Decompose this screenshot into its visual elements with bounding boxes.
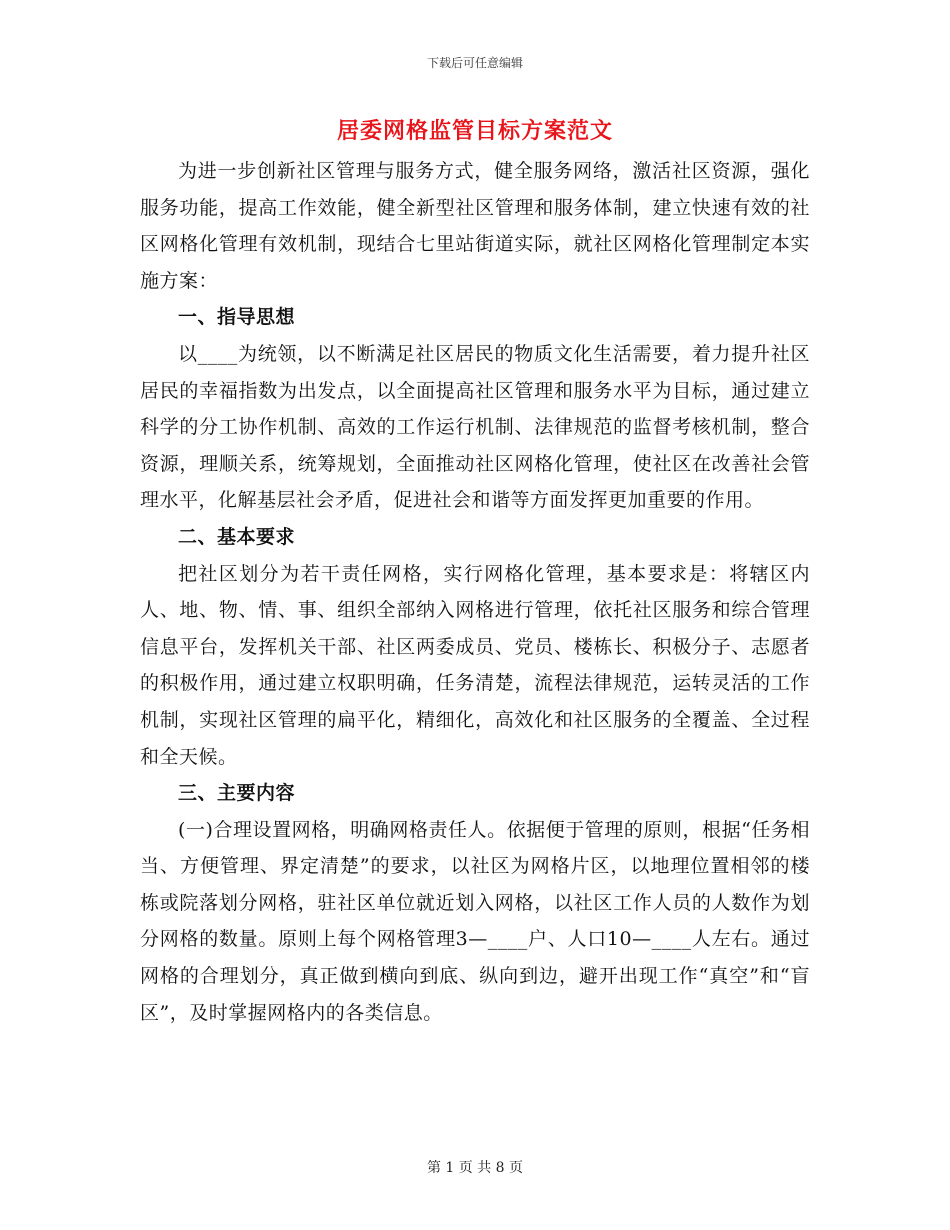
page-number-footer: 第 1 页 共 8 页 [426, 1160, 524, 1176]
document-title: 居委网格监管目标方案范文 [336, 118, 613, 144]
header-note: 下载后可任意编辑 [426, 56, 523, 70]
section-heading-main-content: 三、主要内容 [178, 782, 296, 805]
section-heading-basic-requirements: 二、基本要求 [178, 525, 296, 548]
section-heading-guiding-thought: 一、指导思想 [178, 306, 296, 329]
intro-paragraph: 为进一步创新社区管理与服务方式，健全服务网络，激活社区资源，强化服务功能，提高工作效能，健全新型社区管理和服务体制，建立快速有效的社区网格化管理有效机制，现结合七里站街道实际，就社区网格化管理制定本实施方案： [140, 160, 810, 292]
section-body-main-content: (一)合理设置网格，明确网格责任人。依据便于管理的原则，根据“任务相当、方便管理、界定清楚”的要求，以社区为网格片区，以地理位置相邻的楼栋或院落划分网格，驻社区单位就近划入网格，以社区工作人员的人数作为划分网格的数量。原则上每个网格管理3—____户、人口10—____人左右。通过网格的合理划分，真正做到横向到底、纵向到边，避开出现工作“真空”和“盲区”，及时掌握网格内的各类信息。 [140, 818, 810, 1024]
section-body-guiding-thought: 以____为统领，以不断满足社区居民的物质文化生活需要，着力提升社区居民的幸福指数为出发点，以全面提高社区管理和服务水平为目标，通过建立科学的分工协作机制、高效的工作运行机制、法律规范的监督考核机制，整合资源，理顺关系，统筹规划，全面推动社区网格化管理，使社区在改善社会管理水平，化解基层社会矛盾，促进社会和谐等方面发挥更加重要的作用。 [140, 342, 810, 512]
document-body [140, 153, 810, 1031]
section-body-basic-requirements: 把社区划分为若干责任网格，实行网格化管理，基本要求是：将辖区内人、地、物、情、事、组织全部纳入网格进行管理，依托社区服务和综合管理信息平台，发挥机关干部、社区两委成员、党员、楼栋长、积极分子、志愿者的积极作用，通过建立权职明确，任务清楚，流程法律规范，运转灵活的工作机制，实现社区管理的扁平化，精细化，高效化和社区服务的全覆盖、全过程和全天候。 [140, 562, 810, 768]
